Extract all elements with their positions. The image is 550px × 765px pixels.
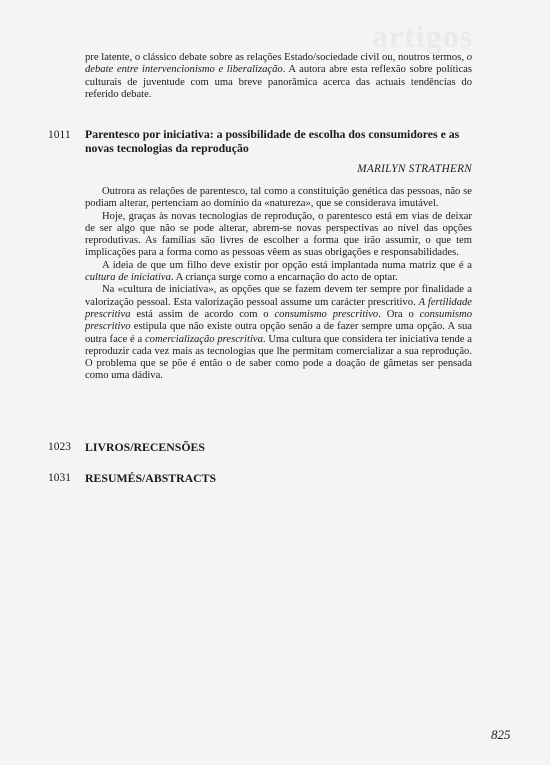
article-page-number: 1011 [48, 129, 71, 141]
intro-paragraph [85, 52, 472, 101]
article-author: MARILYN STRATHERN [357, 163, 472, 175]
article-title: Parentesco por iniciativa: a possibilidade de escolha dos consumidores e as novas tecnologias da reprodução [85, 127, 460, 155]
abstract-p4-text-b: está assim de acordo com o [130, 308, 275, 320]
section-title-livros: LIVROS/RECENSÕES [85, 440, 205, 454]
abstract-p3-text-b: . A criança surge como a encarnação do acto de optar. [170, 272, 398, 284]
abstract-paragraph-3 [85, 260, 472, 285]
abstract-paragraph-2: Hoje, graças às novas tecnologias de reprodução, o parentesco está em vias de deixar de ser algo que não se pode alterar, abrem-se novas perspectivas ao nível das opções reprodutivas. As famílias são livres de escolher a forma que irão assumir, o que tem implicações para a forma como as pessoas vêem as suas obrigações e responsabilidades. [85, 210, 472, 259]
abstract-p4-em4: comercialização prescritiva [144, 333, 263, 345]
section-page-number-resumes: 1031 [48, 472, 71, 484]
abstract-p4-em2: consumismo prescritivo [274, 308, 379, 320]
section-title-resumes: RESUMÉS/ABSTRACTS [85, 471, 217, 485]
abstract-p4-em1: A fertilidade prescritiva [85, 296, 473, 320]
section-watermark: artigos [372, 18, 474, 54]
abstract-body [85, 186, 472, 383]
abstract-paragraph-4 [85, 284, 472, 382]
abstract-p4-em3: consumismo prescritivo [85, 308, 472, 333]
abstract-p4-text-d: estipula que não existe outra opção senão a de fazer sempre uma opção. A sua outra face é a [85, 321, 472, 345]
abstract-p4-text-c: . Ora o [378, 308, 420, 320]
abstract-p4-text-e: . Uma cultura que considera ter iniciativa tende a reproduzir cada vez mais as tecnologias que lhe permitam comercializar a sua reprodução. O problema que se põe é então o de saber como pode a doação de gâmetas ser pensada como uma dádiva. [85, 333, 472, 382]
abstract-paragraph-1: Outrora as relações de parentesco, tal como a constituição genética das pessoas, não se podiam alterar, pertenciam ao domínio da «natureza», que se considerava imutável. [85, 186, 472, 210]
intro-text-b: . A autora abre esta reflexão sobre políticas culturais de juventude com uma breve panorâmica acerca das actuais tendências do referido debate. [85, 64, 472, 100]
abstract-p3-em: cultura de iniciativa [85, 272, 171, 284]
intro-text-em: o debate entre intervencionismo e liberalização [85, 52, 472, 76]
intro-text-a: pre latente, o clássico debate sobre as relações Estado/sociedade civil ou, noutros termos, [85, 52, 467, 63]
page-number: 825 [491, 727, 511, 742]
section-page-number-livros: 1023 [48, 441, 71, 453]
abstract-p4-text-a: Na «cultura de iniciativa», as opções que se fazem devem ter sempre por finalidade a valorização pessoal. Esta valorização pessoal assume um carácter prescritivo. [85, 284, 472, 308]
abstract-p3-text-a: A ideia de que um filho deve existir por opção está implantada numa matriz que é a [102, 259, 472, 271]
